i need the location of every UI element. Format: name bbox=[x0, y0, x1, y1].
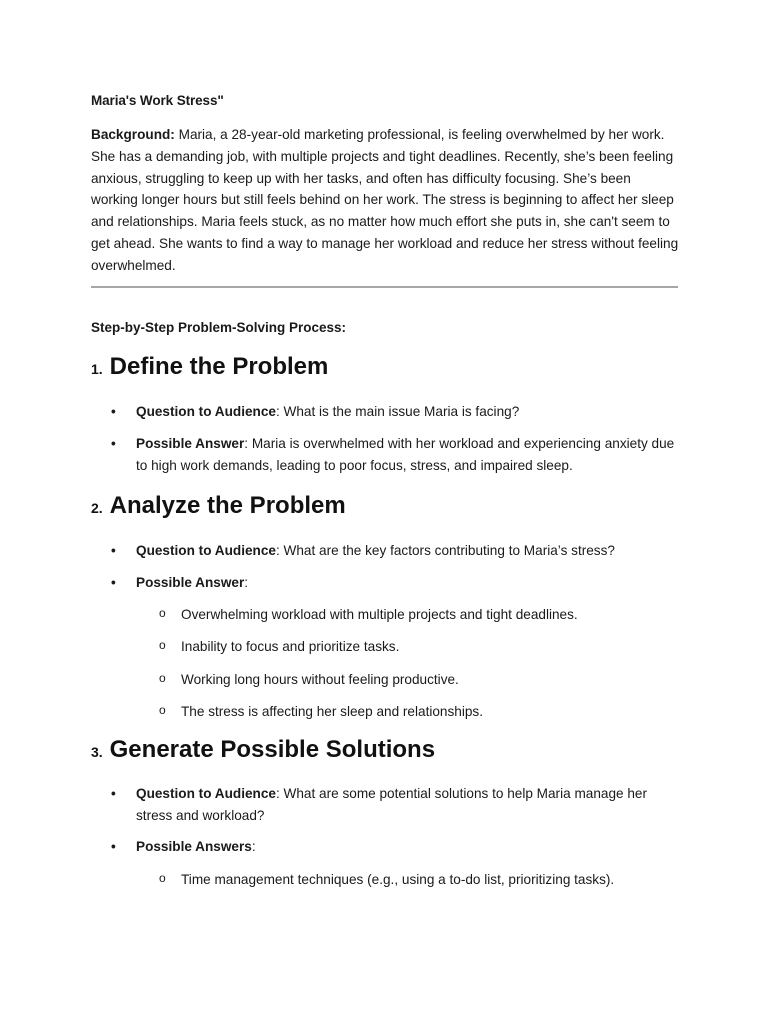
sub-bullet-marker: o bbox=[159, 671, 166, 685]
bullet-text: : bbox=[244, 575, 249, 590]
horizontal-divider bbox=[91, 286, 678, 288]
section-number: 1. bbox=[91, 361, 103, 377]
bullet-label: Question to Audience bbox=[136, 404, 276, 419]
bullet-marker: • bbox=[111, 575, 116, 590]
bullet-text: : What are the key factors contributing to Maria’s stress? bbox=[275, 543, 615, 558]
steps-heading: Step-by-Step Problem-Solving Process: bbox=[91, 320, 347, 335]
bullet-text: : bbox=[251, 839, 256, 854]
background-label: Background: bbox=[91, 127, 175, 142]
sub-bullet-marker: o bbox=[159, 703, 166, 717]
bullet-label: Possible Answer bbox=[136, 575, 245, 590]
bullet-marker: • bbox=[111, 404, 116, 419]
sub-item-text: Time management techniques (e.g., using a to-do list, prioritizing tasks). bbox=[181, 872, 615, 887]
bullet-marker: • bbox=[111, 786, 116, 801]
section-title: Generate Possible Solutions bbox=[109, 736, 436, 763]
bullet-marker: • bbox=[111, 839, 116, 854]
bullet-label: Possible Answer bbox=[136, 436, 245, 451]
sub-item-text: Overwhelming workload with multiple projects and tight deadlines. bbox=[181, 607, 578, 622]
sub-bullet-marker: o bbox=[159, 606, 166, 620]
section-heading-analyze bbox=[91, 491, 346, 520]
bullet-label: Question to Audience bbox=[136, 543, 276, 558]
background-paragraph bbox=[91, 124, 681, 277]
bullet-label: Question to Audience bbox=[136, 786, 276, 801]
background-text: Maria, a 28-year-old marketing professional, is feeling overwhelmed by her work. She has a demanding job, with multiple projects and tight deadlines. Recently, she’s been feeling anxious, struggling to keep up with her tasks, and often has difficulty focusing. She’s been working longer hours but still feels behind on her work. The stress is beginning to affect her sleep and relationships. Maria feels stuck, as no matter how much effort she puts in, she can't seem to get ahead. She wants to find a way to manage her workload and reduce her stress without feeling overwhelmed. bbox=[91, 127, 679, 273]
bullet-text: : What are some potential solutions to help Maria manage her stress and workload? bbox=[136, 786, 647, 823]
section-title: Analyze the Problem bbox=[109, 492, 346, 519]
sub-bullet-marker: o bbox=[159, 871, 166, 885]
document-title: Maria's Work Stress" bbox=[91, 93, 224, 108]
bullet-label: Possible Answers bbox=[136, 839, 252, 854]
section-heading-define bbox=[91, 352, 328, 381]
bullet-marker: • bbox=[111, 543, 116, 558]
section-number: 2. bbox=[91, 500, 103, 516]
section-title: Define the Problem bbox=[109, 353, 329, 380]
bullet-text: : What is the main issue Maria is facing? bbox=[275, 404, 520, 419]
section-number: 3. bbox=[91, 744, 103, 760]
sub-item-text: Working long hours without feeling productive. bbox=[181, 672, 459, 687]
sub-item-text: Inability to focus and prioritize tasks. bbox=[181, 639, 400, 654]
bullet-text: : Maria is overwhelmed with her workload and experiencing anxiety due to high work demands, leading to poor focus, stress, and impaired sleep. bbox=[136, 436, 675, 473]
bullet-marker: • bbox=[111, 436, 116, 451]
sub-item-text: The stress is affecting her sleep and relationships. bbox=[181, 704, 483, 719]
sub-bullet-marker: o bbox=[159, 638, 166, 652]
section-heading-generate bbox=[91, 735, 435, 764]
